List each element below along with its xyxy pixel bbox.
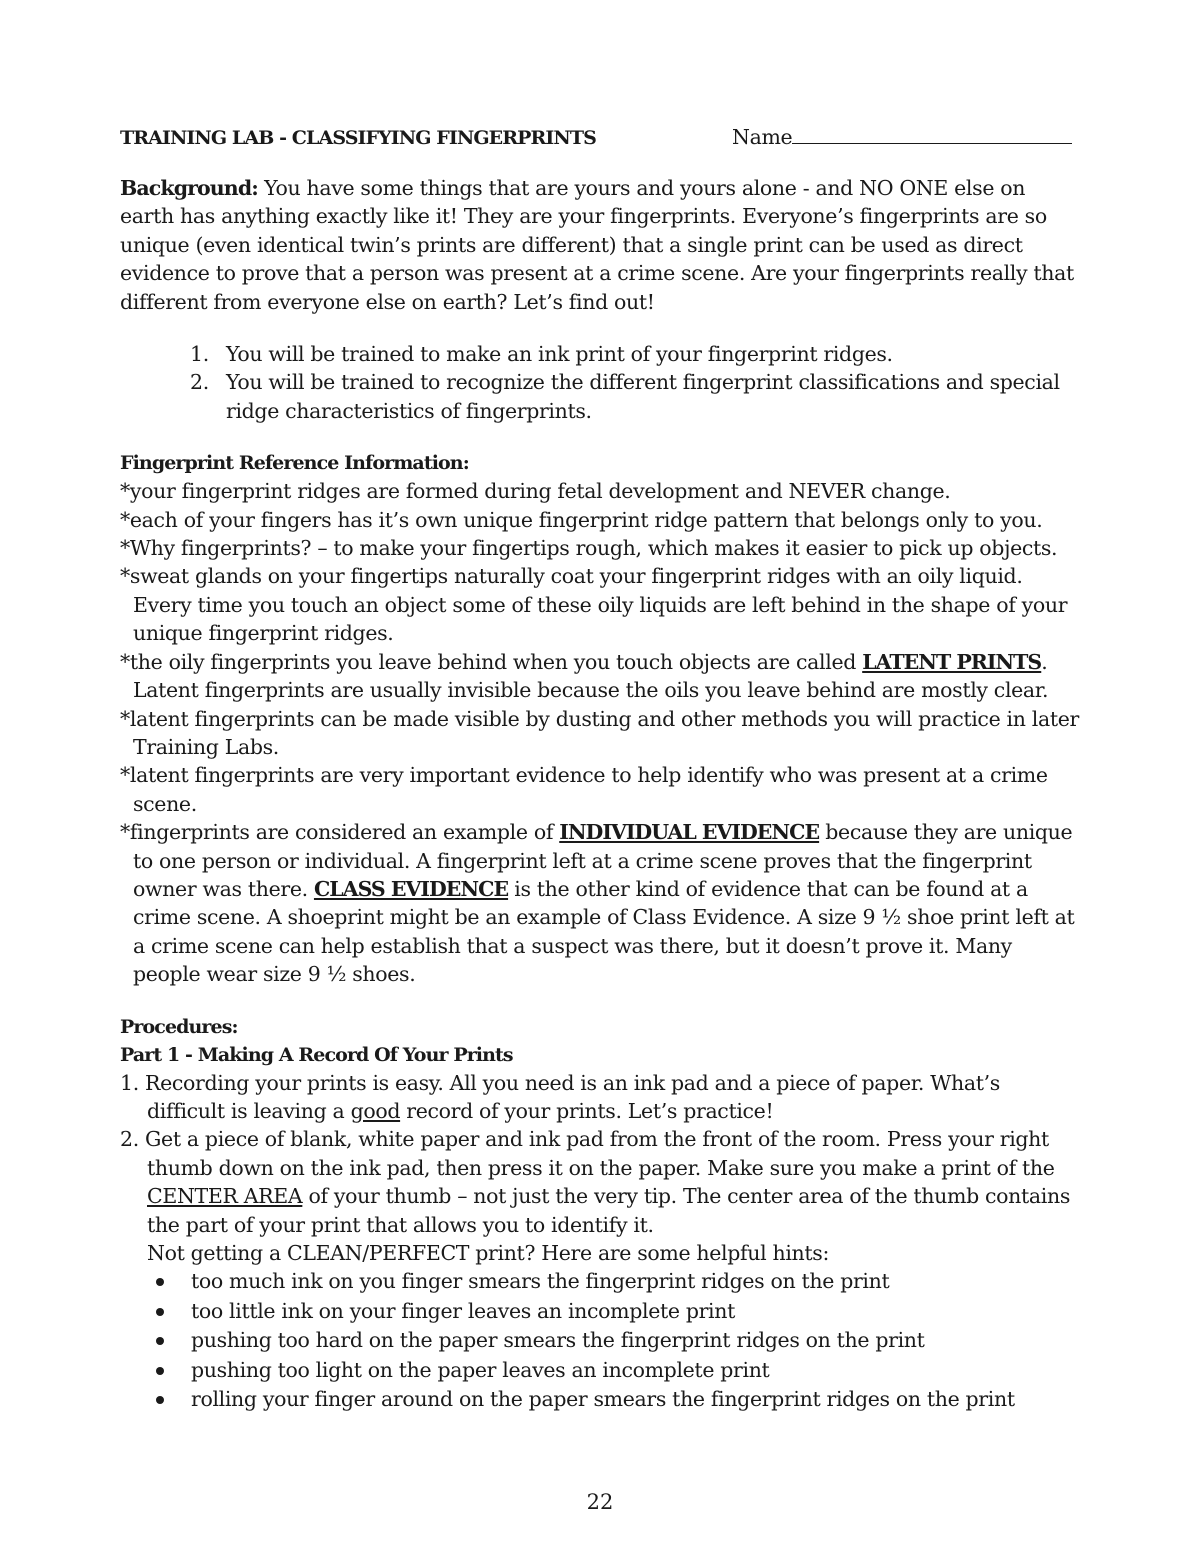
- document-page: [120, 120, 1080, 1415]
- hint-text: pushing too light on the paper leaves an incomplete print: [191, 1357, 770, 1382]
- step-text: Get a piece of blank, white paper and ink pad from the front of the room. Press your right thumb down on the ink pad, then press it on the paper. Make sure you make a print of the: [145, 1127, 1055, 1180]
- list-item: [120, 1326, 1080, 1356]
- class-evidence-term: CLASS EVIDENCE: [313, 876, 509, 901]
- hint-text: rolling your finger around on the paper smears the fingerprint ridges on the print: [191, 1387, 1015, 1412]
- hint-text: too much ink on you finger smears the fingerprint ridges on the print: [191, 1269, 890, 1294]
- name-label: Name: [732, 125, 793, 149]
- objectives-list: [120, 340, 1080, 425]
- hint-text: too little ink on your finger leaves an incomplete print: [191, 1298, 735, 1323]
- reference-heading: Fingerprint Reference Information:: [120, 452, 469, 475]
- list-number: 1.: [190, 342, 209, 367]
- evidence-post: is the other kind of evidence that can be found at a crime scene. A shoeprint might be an example of Class Evidence. A size 9 ½ shoe print left at a crime scene can help establish that a suspect was there, but it doesn’t prove it. Many people wear size 9 ½ shoes.: [133, 876, 1075, 987]
- page-number: 22: [586, 1490, 614, 1514]
- step-text: of your thumb – not just the very tip. The center area of the thumb contains the part of your print that allows you to identify it.: [147, 1184, 1071, 1237]
- procedures-heading: Procedures:: [120, 1015, 238, 1038]
- reference-item: *your fingerprint ridges are formed during fetal development and NEVER change.: [120, 479, 951, 504]
- evidence-pre: *fingerprints are considered an example of: [120, 820, 560, 845]
- name-field[interactable]: [732, 120, 1072, 154]
- bullet-icon: [156, 1308, 164, 1316]
- list-item: [120, 1385, 1080, 1415]
- step-number: 1.: [120, 1070, 139, 1095]
- reference-item: *latent fingerprints are very important evidence to help identify who was present at a crime scene.: [120, 763, 1048, 816]
- name-blank-line[interactable]: [792, 121, 1072, 144]
- list-item: [120, 1267, 1080, 1297]
- latent-prints-term: LATENT PRINTS: [862, 649, 1042, 674]
- underlined-good: good: [350, 1098, 401, 1123]
- background-text: You have some things that are yours and yours alone - and NO ONE else on earth has anything exactly like it! They are your fingerprints. Everyone’s fingerprints are so unique (even identical twin’s prints are different) that a single print can be used as direct evidence to prove that a person was present at a crime scene. Are your fingerprints really that different from everyone else on earth? Let’s find out!: [120, 176, 1074, 314]
- list-item: [120, 1297, 1080, 1327]
- list-item: [120, 340, 1080, 368]
- background-heading: Background:: [120, 176, 258, 200]
- reference-item-evidence: [120, 818, 1080, 988]
- page-title: TRAINING LAB - CLASSIFYING FINGERPRINTS: [120, 127, 596, 149]
- part1-heading: Part 1 - Making A Record Of Your Prints: [120, 1043, 513, 1066]
- step-text: Recording your prints is easy. All you need is an ink pad and a piece of paper. What’s difficult is leaving a: [145, 1070, 1000, 1123]
- procedure-step-2: [120, 1125, 1080, 1239]
- bullet-icon: [156, 1367, 164, 1375]
- reference-item: *latent fingerprints can be made visible by dusting and other methods you will practice in later Training Labs.: [120, 706, 1079, 759]
- list-number: 2.: [190, 370, 209, 395]
- list-item: [120, 1356, 1080, 1386]
- latent-pre: *the oily fingerprints you leave behind when you touch objects are called: [120, 649, 863, 674]
- evidence-mid: because they are unique to one person or individual. A fingerprint left at a crime scene proves that the fingerprint owner was there.: [133, 820, 1073, 901]
- individual-evidence-term: INDIVIDUAL EVIDENCE: [559, 820, 820, 845]
- reference-item: *each of your fingers has it’s own unique fingerprint ridge pattern that belongs only to you.: [120, 507, 1043, 532]
- list-item: [120, 368, 1080, 425]
- background-paragraph: [120, 174, 1080, 316]
- reference-item: *sweat glands on your fingertips naturally coat your fingerprint ridges with an oily liquid. Every time you touch an object some of these oily liquids are left behind in the shape of your unique fingerprint ridges.: [120, 564, 1068, 646]
- reference-item-latent: [120, 648, 1080, 705]
- underlined-center-area: CENTER AREA: [147, 1184, 303, 1209]
- hint-text: pushing too hard on the paper smears the fingerprint ridges on the print: [191, 1328, 925, 1353]
- bullet-icon: [156, 1278, 164, 1286]
- latent-post: . Latent fingerprints are usually invisible because the oils you leave behind are mostly clear.: [133, 649, 1049, 703]
- bullet-icon: [156, 1337, 164, 1345]
- title-row: [120, 120, 1080, 154]
- hints-list: [120, 1267, 1080, 1415]
- reference-item: *Why fingerprints? – to make your fingertips rough, which makes it easier to pick up objects.: [120, 536, 1058, 561]
- reference-list: [120, 477, 1080, 988]
- step-text: record of your prints. Let’s practice!: [400, 1098, 774, 1123]
- list-item-text: You will be trained to make an ink print of your fingerprint ridges.: [226, 342, 893, 367]
- list-item-text: You will be trained to recognize the different fingerprint classifications and special ridge characteristics of fingerprints.: [226, 370, 1060, 423]
- hints-intro: Not getting a CLEAN/PERFECT print? Here are some helpful hints:: [147, 1241, 830, 1265]
- step-number: 2.: [120, 1127, 139, 1152]
- bullet-icon: [156, 1396, 164, 1404]
- procedure-step-1: [120, 1069, 1080, 1126]
